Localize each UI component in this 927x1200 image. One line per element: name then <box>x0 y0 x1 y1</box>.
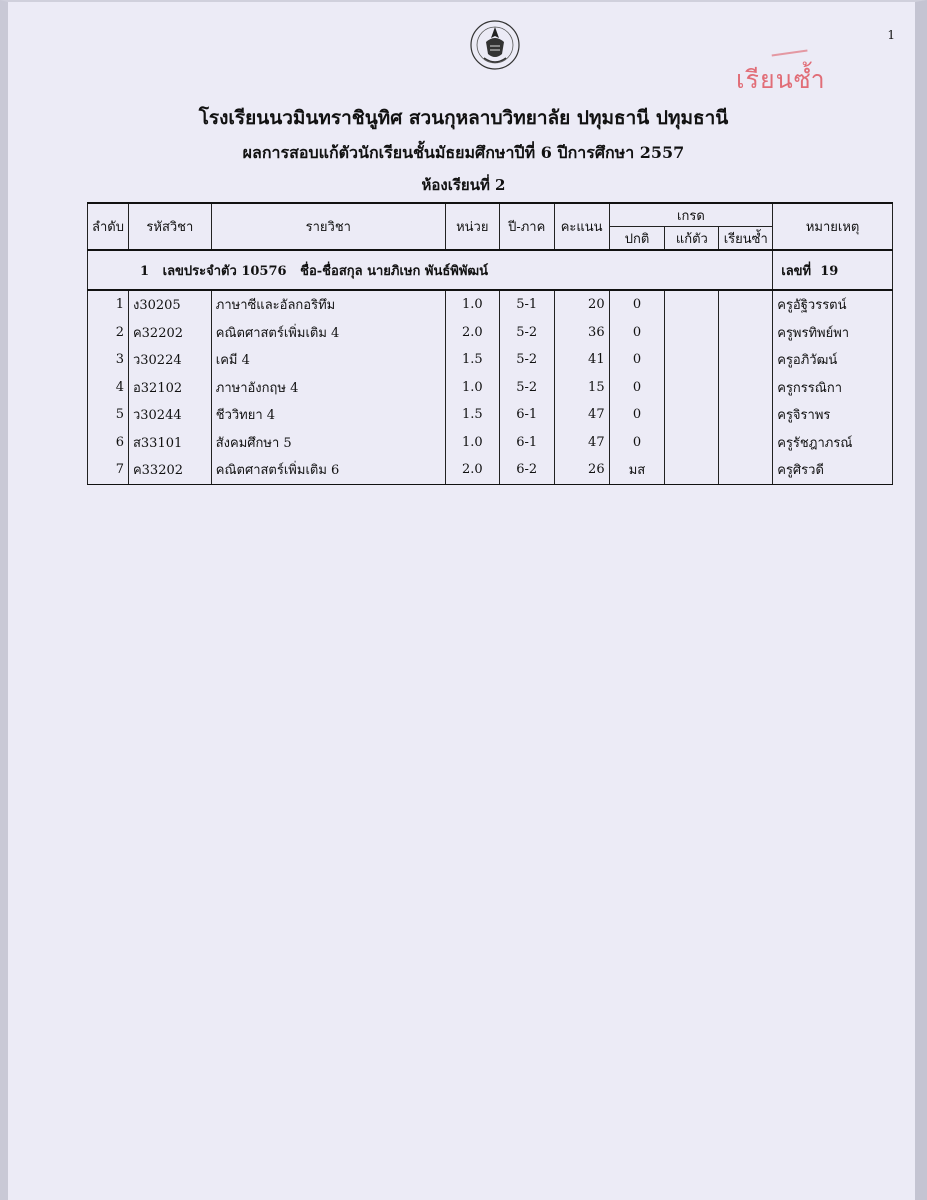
cell-subject: สังคมศึกษา 5 <box>211 429 445 457</box>
cell-subject: คณิตศาสตร์เพิ่มเติม 6 <box>211 456 445 484</box>
cell-term: 6-1 <box>499 401 554 429</box>
cell-credit: 2.0 <box>445 456 499 484</box>
cell-score: 47 <box>554 401 609 429</box>
cell-term: 6-2 <box>499 456 554 484</box>
cell-subject: คณิตศาสตร์เพิ่มเติม 4 <box>211 319 445 347</box>
cell-term: 5-1 <box>499 290 554 319</box>
cell-code: ส33101 <box>128 429 211 457</box>
cell-code: อ32102 <box>128 374 211 402</box>
cell-grade-remedial <box>665 319 719 347</box>
school-emblem-icon <box>468 18 522 72</box>
table-row <box>88 290 893 319</box>
student-number: 19 <box>820 263 839 279</box>
student-name: นายภิเษก พันธ์พิพัฒน์ <box>367 263 489 279</box>
student-number-label: เลขที่ <box>781 263 812 279</box>
cell-term: 5-2 <box>499 346 554 374</box>
cell-credit: 1.5 <box>445 346 499 374</box>
grades-body <box>88 290 893 484</box>
header-grade-remedial: แก้ตัว <box>665 227 719 251</box>
cell-grade-normal: 0 <box>609 401 665 429</box>
cell-remark: ครูอัฐิวรรตน์ <box>773 290 893 319</box>
table-row <box>88 429 893 457</box>
cell-no: 3 <box>88 346 129 374</box>
cell-no: 6 <box>88 429 129 457</box>
student-info <box>88 250 773 290</box>
cell-grade-remedial <box>665 456 719 484</box>
cell-no: 1 <box>88 290 129 319</box>
cell-remark: ครูกรรณิกา <box>773 374 893 402</box>
cell-score: 41 <box>554 346 609 374</box>
cell-remark: ครูอภิวัฒน์ <box>773 346 893 374</box>
table-row <box>88 346 893 374</box>
cell-grade-normal: 0 <box>609 429 665 457</box>
table-row <box>88 456 893 484</box>
cell-code: ค32202 <box>128 319 211 347</box>
school-title: โรงเรียนนวมินทราชินูทิศ สวนกุหลาบวิทยาลัย ปทุมธานี ปทุมธานี <box>198 107 729 129</box>
cell-grade-repeat <box>719 456 773 484</box>
cell-score: 20 <box>554 290 609 319</box>
cell-grade-repeat <box>719 374 773 402</box>
cell-grade-repeat <box>719 401 773 429</box>
cell-credit: 1.0 <box>445 429 499 457</box>
student-name-label: ชื่อ-ชื่อสกุล <box>300 263 363 279</box>
cell-term: 5-2 <box>499 319 554 347</box>
classroom-label: ห้องเรียนที่ 2 <box>421 176 506 194</box>
cell-remark: ครูศิรวดี <box>773 456 893 484</box>
cell-grade-remedial <box>665 290 719 319</box>
cell-no: 4 <box>88 374 129 402</box>
cell-credit: 2.0 <box>445 319 499 347</box>
cell-grade-repeat <box>719 346 773 374</box>
cell-remark: ครูรัชฎาภรณ์ <box>773 429 893 457</box>
cell-credit: 1.0 <box>445 290 499 319</box>
header-score: คะแนน <box>554 203 609 250</box>
header-grade: เกรด <box>609 203 773 227</box>
cell-score: 26 <box>554 456 609 484</box>
header-subject: รายวิชา <box>211 203 445 250</box>
cell-code: ว30244 <box>128 401 211 429</box>
header-credit: หน่วย <box>445 203 499 250</box>
cell-score: 36 <box>554 319 609 347</box>
cell-grade-normal: 0 <box>609 290 665 319</box>
cell-subject: ภาษาซีและอัลกอริทึม <box>211 290 445 319</box>
cell-grade-normal: 0 <box>609 346 665 374</box>
cell-grade-normal: 0 <box>609 374 665 402</box>
header-no: ลำดับ <box>88 203 129 250</box>
cell-no: 5 <box>88 401 129 429</box>
cell-subject: ชีววิทยา 4 <box>211 401 445 429</box>
student-info-row <box>88 250 893 290</box>
header-code: รหัสวิชา <box>128 203 211 250</box>
cell-subject: เคมี 4 <box>211 346 445 374</box>
cell-credit: 1.0 <box>445 374 499 402</box>
student-id: 10576 <box>241 263 287 279</box>
header-grade-normal: ปกติ <box>609 227 665 251</box>
cell-score: 15 <box>554 374 609 402</box>
cell-code: ง30205 <box>128 290 211 319</box>
cell-grade-remedial <box>665 429 719 457</box>
student-index: 1 <box>140 263 150 279</box>
student-id-label: เลขประจำตัว <box>162 263 237 279</box>
cell-grade-repeat <box>719 319 773 347</box>
cell-remark: ครูพรทิพย์พา <box>773 319 893 347</box>
cell-remark: ครูจิราพร <box>773 401 893 429</box>
cell-grade-repeat <box>719 290 773 319</box>
table-row <box>88 374 893 402</box>
table-row <box>88 401 893 429</box>
cell-code: ค33202 <box>128 456 211 484</box>
cell-code: ว30224 <box>128 346 211 374</box>
repeat-study-stamp: เรียนซ้ำ <box>736 65 826 94</box>
cell-credit: 1.5 <box>445 401 499 429</box>
cell-grade-remedial <box>665 401 719 429</box>
header-remark: หมายเหตุ <box>773 203 893 250</box>
report-subtitle: ผลการสอบแก้ตัวนักเรียนชั้นมัธยมศึกษาปีที่ 6 ปีการศึกษา 2557 <box>242 143 685 162</box>
cell-no: 2 <box>88 319 129 347</box>
grades-table <box>87 202 893 485</box>
page-number: 1 <box>887 28 895 42</box>
cell-grade-normal: มส <box>609 456 665 484</box>
header-term: ปี-ภาค <box>499 203 554 250</box>
table-row <box>88 319 893 347</box>
cell-grade-repeat <box>719 429 773 457</box>
cell-grade-normal: 0 <box>609 319 665 347</box>
cell-no: 7 <box>88 456 129 484</box>
cell-score: 47 <box>554 429 609 457</box>
cell-grade-remedial <box>665 346 719 374</box>
student-number-cell <box>773 250 893 290</box>
cell-term: 6-1 <box>499 429 554 457</box>
cell-grade-remedial <box>665 374 719 402</box>
cell-term: 5-2 <box>499 374 554 402</box>
cell-subject: ภาษาอังกฤษ 4 <box>211 374 445 402</box>
header-grade-repeat: เรียนซ้ำ <box>719 227 773 251</box>
